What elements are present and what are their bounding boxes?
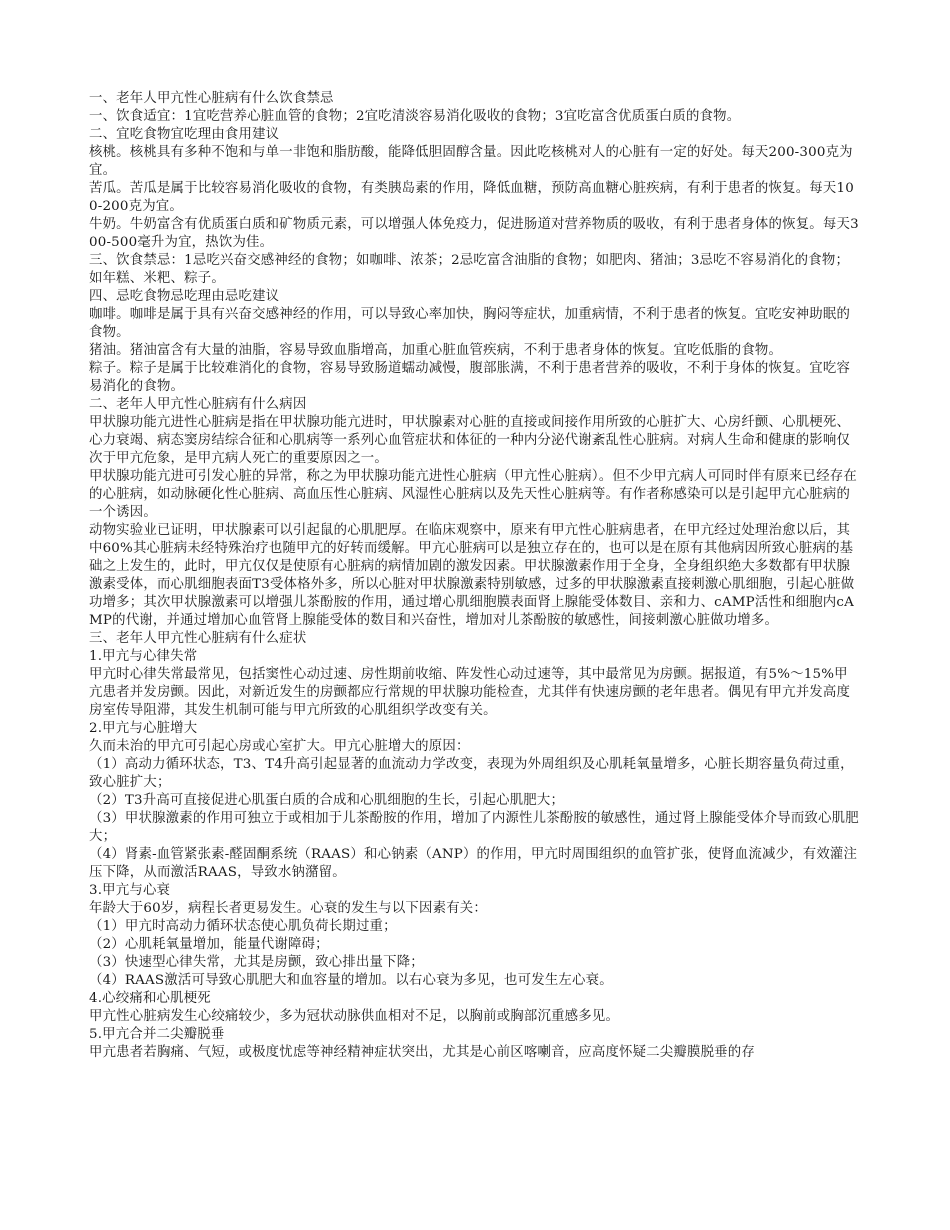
list-item: （1）高动力循环状态，T3、T4升高引起显著的血流动力学改变，表现为外周组织及心肌耗氧量增多，心脏长期容量负荷过重，致心脏扩大； bbox=[89, 757, 854, 790]
paragraph-diet-avoid: 三、饮食禁忌：1忌吃兴奋交感神经的食物；如咖啡、浓茶；2忌吃富含油脂的食物；如肥肉、猪油；3忌吃不容易消化的食物；如年糕、米粑、粽子。 bbox=[89, 253, 850, 286]
paragraph-zongzi: 粽子。粽子是属于比较难消化的食物，容易导致肠道蠕动减慢，腹部胀满，不利于患者营养的吸收，不利于身体的恢复。宜吃容易消化的食物。 bbox=[89, 361, 851, 394]
subheading-mitral-prolapse: 5.甲亢合并二尖瓣脱垂 bbox=[89, 1027, 225, 1042]
paragraph-lard: 猪油。猪油富含有大量的油脂，容易导致血脂增高，加重心脏血管疾病，不利于患者身体的恢复。宜吃低脂的食物。 bbox=[89, 343, 783, 358]
list-item: （2）心肌耗氧量增加，能量代谢障碍； bbox=[89, 937, 329, 952]
subheading-arrhythmia: 1.甲亢与心律失常 bbox=[89, 649, 198, 664]
list-item: （3）甲状腺激素的作用可独立于或相加于儿茶酚胺的作用，增加了内源性儿茶酚胺的敏感性，通过肾上腺能受体介导而致心肌肥大； bbox=[89, 811, 859, 844]
paragraph-mitral-prolapse: 甲亢患者若胸痛、气短，或极度忧虑等神经精神症状突出，尤其是心前区喀喇音，应高度怀疑二尖瓣膜脱垂的存 bbox=[89, 1045, 755, 1060]
paragraph-definition: 甲状腺功能亢进性心脏病是指在甲状腺功能亢进时，甲状腺素对心脏的直接或间接作用所致的心脏扩大、心房纤颤、心肌梗死、心力衰竭、病态窦房结综合征和心肌病等一系列心血管症状和体征的一种内分泌代谢紊乱性心脏病。对病人生命和健康的影响仅次于甲亢危象，是甲亢病人死亡的重要原因之一。 bbox=[89, 415, 851, 466]
paragraph-diet-suitable: 一、饮食适宜：1宜吃营养心脏血管的食物；2宜吃清淡容易消化吸收的食物；3宜吃富含优质蛋白质的食物。 bbox=[89, 109, 741, 124]
subheading-avoid-foods: 四、忌吃食物忌吃理由忌吃建议 bbox=[89, 289, 280, 304]
paragraph-arrhythmia: 甲亢时心律失常最常见，包括窦性心动过速、房性期前收缩、阵发性心动过速等，其中最常见为房颤。据报道，有5%～15%甲亢患者并发房颤。因此，对新近发生的房颤都应行常规的甲状腺功能检查，尤其伴有快速房颤的老年患者。偶见有甲亢并发高度房室传导阻滞，其发生机制可能与甲亢所致的心肌组织学改变有关。 bbox=[89, 667, 851, 718]
paragraph-bitter-melon: 苦瓜。苦瓜是属于比较容易消化吸收的食物，有类胰岛素的作用，降低血糖，预防高血糖心脏疾病，有利于患者的恢复。每天100-200克为宜。 bbox=[89, 181, 854, 214]
list-item: （4）RAAS激活可导致心肌肥大和血容量的增加。以右心衰为多见，也可发生左心衰。 bbox=[89, 973, 613, 988]
document-body bbox=[89, 90, 861, 1062]
heading-causes: 二、老年人甲亢性心脏病有什么病因 bbox=[89, 397, 307, 412]
subheading-cardiomegaly: 2.甲亢与心脏增大 bbox=[89, 721, 198, 736]
paragraph-milk: 牛奶。牛奶富含有优质蛋白质和矿物质元素，可以增强人体免疫力，促进肠道对营养物质的吸收，有利于患者身体的恢复。每天300-500毫升为宜，热饮为佳。 bbox=[89, 217, 859, 250]
paragraph-cardiomegaly-intro: 久而未治的甲亢可引起心房或心室扩大。甲亢心脏增大的原因： bbox=[89, 739, 470, 754]
paragraph-angina: 甲亢性心脏病发生心绞痛较少，多为冠状动脉供血相对不足，以胸前或胸部沉重感多见。 bbox=[89, 1009, 620, 1024]
paragraph-animal-experiment: 动物实验业已证明，甲状腺素可以引起鼠的心肌肥厚。在临床观察中，原来有甲亢性心脏病患者，在甲亢经过处理治愈以后，其中60%其心脏病未经特殊治疗也随甲亢的好转而缓解。甲亢心脏病可以是独立存在的，也可以是在原有其他病因所致心脏病的基础之上发生的，此时，甲亢仅仅是使原有心脏病的病情加剧的激发因素。甲状腺激素作用于全身，全身组织绝大多数都有甲状腺激素受体，而心肌细胞表面T3受体格外多，所以心脏对甲状腺激素特别敏感，过多的甲状腺激素直接刺激心肌细胞，引起心脏做功增多；其次甲状腺激素可以增强儿茶酚胺的作用，通过增心肌细胞膜表面肾上腺能受体数目、亲和力、cAMP活性和细胞内cAMP的代谢，并通过增加心血管肾上腺能受体的数目和兴奋性，增加对儿茶酚胺的敏感性，间接刺激心脏做功增多。 bbox=[89, 523, 855, 628]
list-item: （3）快速型心律失常，尤其是房颤，致心排出量下降； bbox=[89, 955, 424, 970]
paragraph-coffee: 咖啡。咖啡是属于具有兴奋交感神经的作用，可以导致心率加快，胸闷等症状，加重病情，不利于患者的恢复。宜吃安神助眠的食物。 bbox=[89, 307, 851, 340]
heading-symptoms: 三、老年人甲亢性心脏病有什么症状 bbox=[89, 631, 307, 646]
paragraph-heart-failure-intro: 年龄大于60岁，病程长者更易发生。心衰的发生与以下因素有关： bbox=[89, 901, 487, 916]
list-item: （4）肾素-血管紧张素-醛固酮系统（RAAS）和心钠素（ANP）的作用，甲亢时周围组织的血管扩张，使肾血流减少，有效灌注压下降，从而激活RAAS，导致水钠潴留。 bbox=[89, 847, 858, 880]
paragraph-walnut: 核桃。核桃具有多种不饱和与单一非饱和脂肪酸，能降低胆固醇含量。因此吃核桃对人的心脏有一定的好处。每天200-300克为宜。 bbox=[89, 145, 853, 178]
heading-diet-taboos: 一、老年人甲亢性心脏病有什么饮食禁忌 bbox=[89, 91, 334, 106]
list-item: （1）甲亢时高动力循环状态使心肌负荷长期过重； bbox=[89, 919, 397, 934]
subheading-recommended-foods: 二、宜吃食物宜吃理由食用建议 bbox=[89, 127, 280, 142]
paragraph-hyperthyroid-heart: 甲状腺功能亢进可引发心脏的异常，称之为甲状腺功能亢进性心脏病（甲亢性心脏病）。但不少甲亢病人可同时伴有原来已经存在的心脏病，如动脉硬化性心脏病、高血压性心脏病、风湿性心脏病以及先天性心脏病等。有作者称感染可以是引起甲亢心脏病的一个诱因。 bbox=[89, 469, 857, 520]
subheading-heart-failure: 3.甲亢与心衰 bbox=[89, 883, 171, 898]
list-item: （2）T3升高可直接促进心肌蛋白质的合成和心肌细胞的生长，引起心肌肥大； bbox=[89, 793, 565, 808]
subheading-angina: 4.心绞痛和心肌梗死 bbox=[89, 991, 211, 1006]
